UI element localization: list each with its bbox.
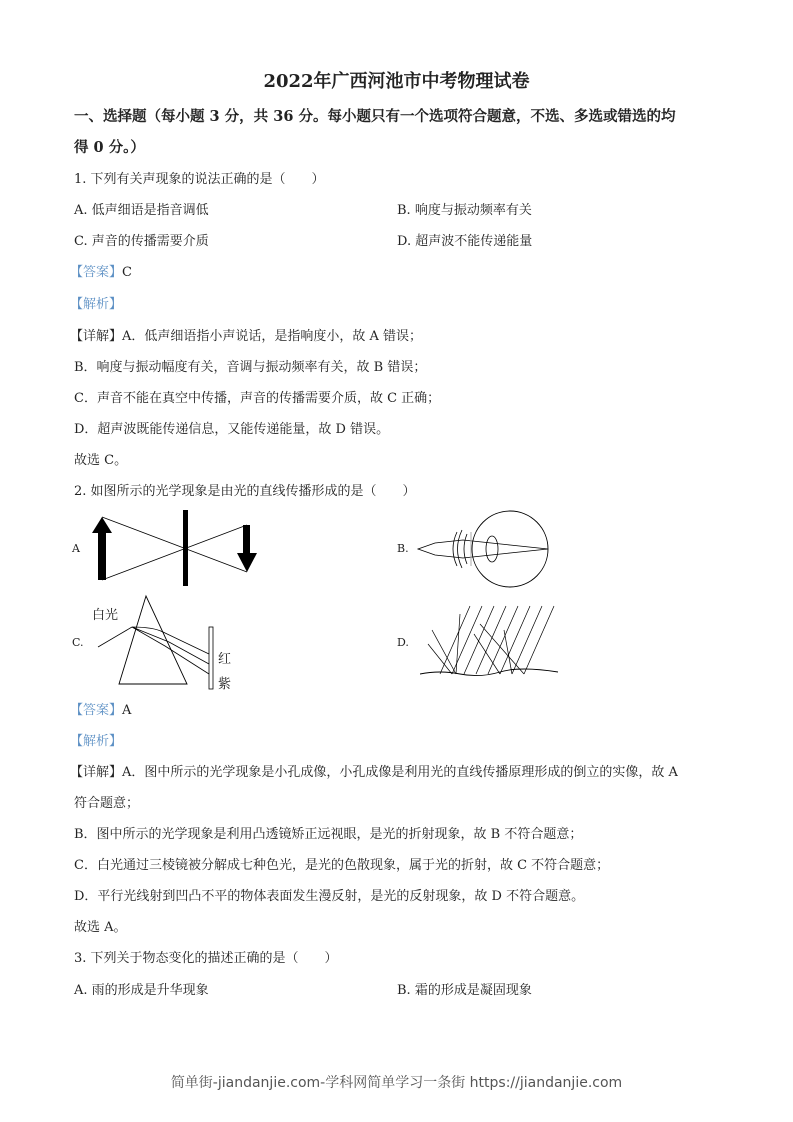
q2-conclusion: 故选 A。 [74, 920, 127, 935]
q1-detail-1 [70, 329, 422, 345]
pinhole-imaging-figure [85, 508, 265, 588]
answer-value: C [122, 265, 132, 280]
q1-answer [70, 265, 132, 281]
detail-text: A．图中所示的光学现象是小孔成像，小孔成像是利用光的直线传播原理形成的倒立的实像，故 A [122, 765, 678, 780]
q1-detail-3: C．声音不能在真空中传播，声音的传播需要介质，故 C 正确； [74, 391, 441, 406]
page-title: 2022年广西河池市中考物理试卷 [263, 71, 530, 92]
q1-detail-4: D．超声波既能传递信息，又能传递能量，故 D 错误。 [74, 422, 390, 437]
q1-conclusion: 故选 C。 [74, 453, 128, 468]
section-heading: 一、选择题（每小题 3 分，共 36 分。每小题只有一个选项符合题意，不选、多选或错选的均 [74, 108, 676, 125]
q2-detail-2: 符合题意； [74, 796, 140, 811]
answer-label: 【答案】 [70, 703, 123, 718]
q2-analysis-label: 【解析】 [70, 734, 123, 749]
q2-answer [70, 703, 131, 719]
q2-detail-4: C．白光通过三棱镜被分解成七种色光，是光的色散现象，属于光的折射，故 C 不符合题意； [74, 858, 610, 873]
red-label: 红 [218, 652, 232, 667]
section-heading-cont: 得 0 分。） [74, 139, 145, 156]
figure-c-label: C. [72, 636, 84, 649]
q1-option-d: D. 超声波不能传递能量 [397, 234, 533, 249]
detail-label: 【详解】 [70, 765, 123, 780]
diffuse-reflection-figure [420, 604, 560, 684]
figure-b-label: B. [397, 542, 409, 555]
prism-dispersion-figure [95, 594, 220, 694]
q1-option-c: C. 声音的传播需要介质 [74, 234, 209, 249]
figure-d-label: D. [397, 636, 409, 649]
q2-detail-3: B．图中所示的光学现象是利用凸透镜矫正远视眼，是光的折射现象，故 B 不符合题意； [74, 827, 583, 842]
q1-stem: 1. 下列有关声现象的说法正确的是（ ） [74, 172, 325, 187]
q3-option-b: B. 霜的形成是凝固现象 [397, 983, 532, 998]
q2-detail-1 [70, 765, 678, 781]
q1-option-b: B. 响度与振动频率有关 [397, 203, 532, 218]
answer-label: 【答案】 [70, 265, 123, 280]
detail-text: A．低声细语指小声说话，是指响度小，故 A 错误； [122, 329, 423, 344]
answer-value: A [122, 703, 132, 718]
q1-option-a: A. 低声细语是指音调低 [74, 203, 209, 218]
q1-detail-2: B．响度与振动幅度有关，音调与振动频率有关，故 B 错误； [74, 360, 427, 375]
detail-label: 【详解】 [70, 329, 123, 344]
violet-label: 紫 [218, 677, 232, 692]
white-light-label: 白光 [92, 608, 119, 623]
q2-stem: 2. 如图所示的光学现象是由光的直线传播形成的是（ ） [74, 484, 416, 499]
figure-a-label: A [72, 542, 80, 555]
q3-stem: 3. 下列关于物态变化的描述正确的是（ ） [74, 951, 338, 966]
q3-option-a: A. 雨的形成是升华现象 [74, 983, 209, 998]
q2-detail-5: D．平行光线射到凹凸不平的物体表面发生漫反射，是光的反射现象，故 D 不符合题意。 [74, 889, 585, 904]
q1-analysis-label: 【解析】 [70, 297, 123, 312]
eye-lens-figure [415, 510, 555, 590]
footer-watermark: 简单街-jiandanjie.com-学科网简单学习一条街 https://jiandanjie.com [170, 1075, 623, 1091]
